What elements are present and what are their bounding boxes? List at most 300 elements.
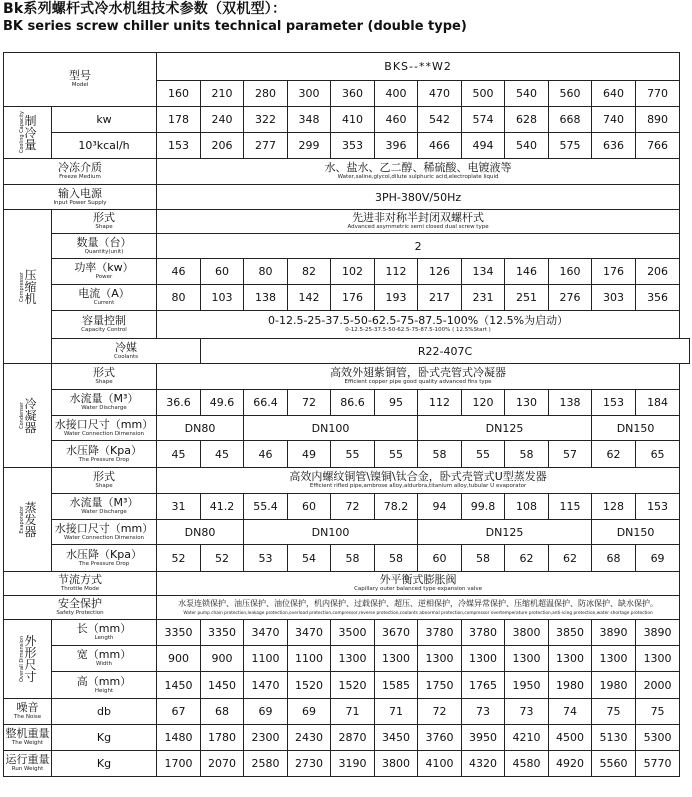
run-weight-cell: 5560: [592, 751, 636, 777]
length-cell: 3670: [375, 620, 418, 646]
cooling-kcal-cell: 353: [331, 133, 375, 159]
width-cell: 1300: [331, 646, 375, 672]
condenser-drop-cell: 57: [549, 441, 592, 468]
table-row: [4, 468, 690, 494]
table-row: [4, 751, 690, 777]
height-cell: 1520: [288, 672, 331, 699]
compressor-current-cell: 80: [157, 285, 201, 311]
condenser-conn-dn80: DN80: [157, 416, 244, 441]
compressor-power-cell: 112: [375, 259, 418, 285]
evaporator-drop-cell: 52: [157, 545, 201, 572]
noise-unit: db: [52, 699, 157, 725]
cooling-group: [4, 107, 52, 159]
height-label-zh: 高（mm）: [76, 674, 132, 688]
weight-label-en: The Weight: [11, 740, 44, 746]
width-cell: 1300: [549, 646, 592, 672]
cooling-kw-cell: 240: [201, 107, 244, 133]
weight-cell: 5300: [636, 725, 680, 751]
compressor-power-cell: 126: [418, 259, 462, 285]
run-weight-cell: 4580: [505, 751, 549, 777]
cooling-kcal-cell: 636: [592, 133, 636, 159]
evaporator-drop-cell: 62: [549, 545, 592, 572]
condenser-shape-label-en: Shape: [95, 379, 113, 385]
condenser-conn-dn125: DN125: [418, 416, 592, 441]
cooling-kw-cell: 322: [244, 107, 288, 133]
run-weight-cell: 3800: [375, 751, 418, 777]
length-cell: 3800: [505, 620, 549, 646]
cooling-kw-cell: 542: [418, 107, 462, 133]
cooling-kw-cell: 460: [375, 107, 418, 133]
power-supply-label-zh: 输入电源: [58, 186, 102, 200]
evaporator-flow-cell: 60: [288, 494, 331, 520]
condenser-conn-label-en: Water Connection Dimension: [63, 430, 145, 437]
run-weight-cell: 5770: [636, 751, 680, 777]
freeze-label-en: Freeze Medium: [59, 174, 101, 180]
height-cell: 1980: [592, 672, 636, 699]
height-cell: 2000: [636, 672, 680, 699]
table-row: [4, 234, 690, 259]
evaporator-flow-cell: 41.2: [201, 494, 244, 520]
table-row: [4, 185, 690, 210]
evaporator-drop-cell: 69: [636, 545, 680, 572]
weight-label: [4, 725, 52, 751]
power-supply-label-en: Input Power Supply: [53, 199, 107, 206]
evaporator-group-zh: 蒸发器: [24, 500, 37, 539]
condenser-drop-cell: 58: [418, 441, 462, 468]
coolant-value: R22-407C: [201, 339, 690, 364]
table-row: [4, 107, 690, 133]
weight-cell: 1480: [157, 725, 201, 751]
model-cell: 210: [201, 81, 244, 107]
cooling-kw-cell: 574: [462, 107, 505, 133]
weight-cell: 2870: [331, 725, 375, 751]
run-weight-cell: 2730: [288, 751, 331, 777]
capacity-value: [157, 311, 680, 339]
table-row: [4, 159, 690, 185]
condenser-flow-label-en: Water Discharge: [81, 405, 127, 411]
compressor-current-cell: 231: [462, 285, 505, 311]
condenser-conn-dn150: DN150: [592, 416, 680, 441]
compressor-power-cell: 60: [201, 259, 244, 285]
condenser-drop-cell: 55: [462, 441, 505, 468]
title-english: BK series screw chiller units technical parameter (double type): [3, 19, 467, 34]
run-weight-cell: 4100: [418, 751, 462, 777]
compressor-current-cell: 356: [636, 285, 680, 311]
power-supply-value: 3PH-380V/50Hz: [157, 185, 680, 210]
safety-value: [157, 596, 680, 620]
height-cell: 1585: [375, 672, 418, 699]
model-cell: 470: [418, 81, 462, 107]
model-cell: 500: [462, 81, 505, 107]
condenser-drop-cell: 46: [244, 441, 288, 468]
model-label-zh: 型号: [69, 69, 91, 82]
run-weight-label-zh: 运行重量: [5, 753, 50, 766]
compressor-current-cell: 138: [244, 285, 288, 311]
noise-cell: 75: [636, 699, 680, 725]
length-cell: 3890: [592, 620, 636, 646]
cooling-kcal-cell: 494: [462, 133, 505, 159]
height-cell: 1950: [505, 672, 549, 699]
noise-cell: 74: [549, 699, 592, 725]
run-weight-label: [4, 751, 52, 777]
table-row: [4, 672, 690, 699]
coolant-label-en: Coolants: [114, 353, 138, 360]
condenser-flow-cell: 153: [592, 390, 636, 416]
freeze-label-zh: 冷冻介质: [58, 161, 102, 174]
cooling-kw-cell: 890: [636, 107, 680, 133]
freeze-value-zh: 水、盐水、乙二醇、稀硫酸、电镀液等: [324, 161, 512, 174]
length-label: [52, 620, 157, 646]
evaporator-flow-cell: 78.2: [375, 494, 418, 520]
cooling-kcal-cell: 396: [375, 133, 418, 159]
freeze-value: [157, 159, 680, 185]
condenser-drop-label: [52, 441, 157, 468]
dimension-group-en: Overall Dimension: [18, 635, 25, 683]
length-cell: 3470: [244, 620, 288, 646]
condenser-drop-cell: 58: [505, 441, 549, 468]
table-row: [4, 364, 690, 390]
weight-cell: 2300: [244, 725, 288, 751]
coolant-label-zh: 冷媒: [115, 340, 137, 354]
condenser-drop-cell: 49: [288, 441, 331, 468]
compressor-current-label: [52, 285, 157, 311]
evaporator-drop-label-zh: 水压降（Kpa）: [66, 547, 142, 561]
condenser-flow-cell: 138: [549, 390, 592, 416]
cooling-kcal-cell: 766: [636, 133, 680, 159]
height-label: [52, 672, 157, 699]
evaporator-flow-cell: 108: [505, 494, 549, 520]
throttle-label-en: Throttle Mode: [60, 586, 100, 592]
condenser-drop-label-zh: 水压降（Kpa）: [66, 443, 142, 457]
condenser-conn-label: [52, 416, 157, 441]
condenser-drop-cell: 45: [157, 441, 201, 468]
width-label-en: Width: [96, 661, 112, 667]
condenser-conn-label-zh: 水接口尺寸（mm）: [54, 417, 154, 431]
condenser-flow-cell: 95: [375, 390, 418, 416]
table-row: [4, 494, 690, 520]
capacity-value-zh: 0-12.5-25-37.5-50-62.5-75-87.5-100%（12.5%为启动）: [268, 314, 569, 327]
compressor-shape-label-en: Shape: [95, 224, 113, 230]
evaporator-drop-label: [52, 545, 157, 572]
noise-label-en: The Noise: [13, 714, 42, 720]
compressor-shape-value-zh: 先进非对称半封闭双螺杆式: [352, 211, 485, 224]
model-cell: 640: [592, 81, 636, 107]
compressor-current-cell: 193: [375, 285, 418, 311]
evaporator-drop-cell: 68: [592, 545, 636, 572]
weight-cell: 3950: [462, 725, 505, 751]
model-cell: 770: [636, 81, 680, 107]
width-label: [52, 646, 157, 672]
weight-cell: 2430: [288, 725, 331, 751]
length-cell: 3350: [157, 620, 201, 646]
noise-cell: 69: [288, 699, 331, 725]
cooling-kcal-cell: 153: [157, 133, 201, 159]
weight-label-zh: 整机重量: [5, 727, 50, 740]
evaporator-flow-cell: 153: [636, 494, 680, 520]
model-cell: 360: [331, 81, 375, 107]
capacity-label: [52, 311, 157, 339]
model-name: BKS--**W2: [157, 53, 680, 81]
evaporator-shape-value-zh: 高效内螺纹铜管\镍铜\钛合金，卧式壳管式U型蒸发器: [289, 470, 547, 483]
cooling-kw-cell: 178: [157, 107, 201, 133]
cooling-kcal-cell: 466: [418, 133, 462, 159]
condenser-flow-cell: 66.4: [244, 390, 288, 416]
evaporator-flow-cell: 72: [331, 494, 375, 520]
evaporator-shape-label: [52, 468, 157, 494]
table-row: [4, 620, 690, 646]
condenser-drop-cell: 55: [375, 441, 418, 468]
height-cell: 1450: [201, 672, 244, 699]
condenser-flow-cell: 36.6: [157, 390, 201, 416]
condenser-flow-label-zh: 水流量（M³）: [69, 392, 139, 405]
cooling-kw-cell: 628: [505, 107, 549, 133]
noise-cell: 73: [462, 699, 505, 725]
spec-table: [3, 52, 690, 777]
evaporator-flow-cell: 94: [418, 494, 462, 520]
condenser-flow-cell: 86.6: [331, 390, 375, 416]
evaporator-conn-label-zh: 水接口尺寸（mm）: [54, 521, 154, 535]
model-label-en: Model: [71, 82, 89, 88]
width-cell: 1300: [462, 646, 505, 672]
cooling-kw-cell: 410: [331, 107, 375, 133]
table-row: [4, 133, 690, 159]
noise-cell: 67: [157, 699, 201, 725]
evaporator-flow-label-zh: 水流量（M³）: [69, 496, 139, 509]
capacity-label-en: Capacity Control: [81, 327, 127, 333]
condenser-flow-cell: 130: [505, 390, 549, 416]
length-cell: 3850: [549, 620, 592, 646]
compressor-shape-value: [157, 210, 680, 234]
table-row: [4, 390, 690, 416]
cooling-kw-cell: 740: [592, 107, 636, 133]
width-cell: 1300: [375, 646, 418, 672]
length-cell: 3780: [418, 620, 462, 646]
length-label-en: Length: [94, 635, 114, 641]
compressor-group: [4, 210, 52, 364]
evaporator-shape-label-en: Shape: [95, 483, 113, 489]
evaporator-shape-value-en: Efficient rifled pipe,ambrose alloy,aldurbra,titanium alloy,tubular U evaporator: [309, 483, 527, 489]
model-cell: 160: [157, 81, 201, 107]
condenser-shape-label-zh: 形式: [93, 366, 115, 379]
coolant-label: [52, 339, 201, 364]
noise-label: [4, 699, 52, 725]
evaporator-conn-dn150: DN150: [592, 520, 680, 545]
length-cell: 3470: [288, 620, 331, 646]
safety-label-en: Safety Protection: [56, 610, 104, 616]
compressor-power-cell: 146: [505, 259, 549, 285]
table-row: [4, 725, 690, 751]
throttle-value-en: Capillary outer balanced type expansion valve: [354, 586, 483, 592]
length-cell: 3500: [331, 620, 375, 646]
noise-cell: 72: [418, 699, 462, 725]
compressor-power-label-en: Power: [95, 274, 113, 280]
table-row: [4, 545, 690, 572]
cooling-kcal-cell: 575: [549, 133, 592, 159]
condenser-drop-cell: 62: [592, 441, 636, 468]
weight-cell: 3450: [375, 725, 418, 751]
model-cell: 560: [549, 81, 592, 107]
evaporator-drop-cell: 54: [288, 545, 331, 572]
compressor-qty-value: 2: [157, 234, 680, 259]
condenser-shape-value: [157, 364, 680, 390]
width-cell: 900: [157, 646, 201, 672]
cooling-kw-cell: 348: [288, 107, 331, 133]
dimension-group: [4, 620, 52, 699]
table-row: [4, 520, 690, 545]
table-row: [4, 53, 690, 81]
compressor-current-cell: 251: [505, 285, 549, 311]
noise-cell: 73: [505, 699, 549, 725]
weight-cell: 3760: [418, 725, 462, 751]
compressor-qty-label-zh: 数量（台）: [76, 235, 132, 249]
evaporator-drop-cell: 58: [462, 545, 505, 572]
table-row: [4, 311, 690, 339]
condenser-flow-cell: 49.6: [201, 390, 244, 416]
table-row: [4, 441, 690, 468]
width-cell: 1300: [636, 646, 680, 672]
cooling-kcal-cell: 540: [505, 133, 549, 159]
compressor-power-cell: 134: [462, 259, 505, 285]
freeze-label: [4, 159, 157, 185]
run-weight-cell: 2580: [244, 751, 288, 777]
evaporator-conn-dn100: DN100: [244, 520, 418, 545]
height-cell: 1450: [157, 672, 201, 699]
cooling-kcal-cell: 277: [244, 133, 288, 159]
noise-cell: 71: [331, 699, 375, 725]
condenser-group-en: Condenser: [18, 402, 25, 429]
evaporator-flow-cell: 115: [549, 494, 592, 520]
evaporator-conn-label-en: Water Connection Dimension: [63, 534, 145, 541]
condenser-flow-label: [52, 390, 157, 416]
condenser-group-zh: 冷凝器: [24, 396, 37, 435]
height-cell: 1750: [418, 672, 462, 699]
safety-label-zh: 安全保护: [58, 597, 102, 610]
model-cell: 300: [288, 81, 331, 107]
cooling-kw-cell: 668: [549, 107, 592, 133]
noise-label-zh: 噪音: [16, 701, 39, 714]
evaporator-flow-cell: 31: [157, 494, 201, 520]
evaporator-conn-dn80: DN80: [157, 520, 244, 545]
cooling-kcal-cell: 206: [201, 133, 244, 159]
compressor-qty-label: [52, 234, 157, 259]
length-cell: 3890: [636, 620, 680, 646]
evaporator-drop-cell: 60: [418, 545, 462, 572]
weight-unit: Kg: [52, 725, 157, 751]
evaporator-conn-label: [52, 520, 157, 545]
evaporator-drop-cell: 62: [505, 545, 549, 572]
compressor-current-label-zh: 电流（A）: [78, 287, 130, 300]
height-cell: 1980: [549, 672, 592, 699]
width-label-zh: 宽（mm）: [76, 648, 132, 661]
kw-unit: kw: [52, 107, 157, 133]
compressor-current-cell: 142: [288, 285, 331, 311]
condenser-drop-cell: 45: [201, 441, 244, 468]
compressor-current-cell: 276: [549, 285, 592, 311]
condenser-group: [4, 364, 52, 468]
model-cell: 540: [505, 81, 549, 107]
height-label-en: Height: [94, 687, 114, 694]
compressor-current-cell: 176: [331, 285, 375, 311]
compressor-power-cell: 46: [157, 259, 201, 285]
table-row: [4, 285, 690, 311]
throttle-value-zh: 外平衡式膨胀阀: [379, 573, 457, 586]
safety-value-zh: 水泵连锁保护、油压保护、油位保护，机内保护、过载保护、超压、逆相保护，冷媒异常保护、压缩机超温保护、防冰保护、缺水保护。: [178, 599, 659, 608]
table-row: [4, 596, 690, 620]
table-row: [4, 210, 690, 234]
evaporator-flow-label-en: Water Discharge: [81, 509, 127, 515]
height-cell: 1520: [331, 672, 375, 699]
table-row: [4, 572, 690, 596]
condenser-flow-cell: 112: [418, 390, 462, 416]
compressor-current-label-en: Current: [93, 300, 115, 306]
condenser-shape-label: [52, 364, 157, 390]
run-weight-cell: 2070: [201, 751, 244, 777]
throttle-label: [4, 572, 157, 596]
width-cell: 1300: [505, 646, 549, 672]
power-supply-label: [4, 185, 157, 210]
width-cell: 1100: [288, 646, 331, 672]
cooling-group-zh: 制冷量: [24, 113, 37, 152]
compressor-power-cell: 160: [549, 259, 592, 285]
evaporator-flow-cell: 99.8: [462, 494, 505, 520]
run-weight-unit: Kg: [52, 751, 157, 777]
throttle-value: [157, 572, 680, 596]
noise-cell: 75: [592, 699, 636, 725]
model-cell: 400: [375, 81, 418, 107]
condenser-drop-cell: 65: [636, 441, 680, 468]
evaporator-group-en: Evaporator: [18, 505, 25, 534]
throttle-label-zh: 节流方式: [58, 573, 102, 586]
cooling-group-en: Cooling Capacity: [18, 111, 25, 154]
length-label-zh: 长（mm）: [76, 622, 132, 635]
compressor-power-label: [52, 259, 157, 285]
width-cell: 1300: [418, 646, 462, 672]
compressor-group-zh: 压缩机: [24, 267, 37, 306]
compressor-current-cell: 103: [201, 285, 244, 311]
evaporator-drop-cell: 58: [375, 545, 418, 572]
compressor-power-cell: 80: [244, 259, 288, 285]
width-cell: 1100: [244, 646, 288, 672]
compressor-shape-label: [52, 210, 157, 234]
evaporator-shape-label-zh: 形式: [93, 470, 115, 483]
noise-cell: 71: [375, 699, 418, 725]
length-cell: 3780: [462, 620, 505, 646]
compressor-current-cell: 303: [592, 285, 636, 311]
capacity-label-zh: 容量控制: [82, 314, 126, 327]
compressor-power-cell: 102: [331, 259, 375, 285]
freeze-value-en: Water,saline,glycol,dilute sulphuric acid,electroplate liquid: [337, 174, 499, 180]
compressor-group-en: Compressor: [18, 271, 25, 302]
height-cell: 1765: [462, 672, 505, 699]
weight-cell: 1780: [201, 725, 244, 751]
safety-label: [4, 596, 157, 620]
model-label: [4, 53, 157, 107]
compressor-qty-label-en: Quantity(unit): [84, 248, 124, 255]
evaporator-drop-cell: 58: [331, 545, 375, 572]
evaporator-flow-cell: 55.4: [244, 494, 288, 520]
height-cell: 1470: [244, 672, 288, 699]
condenser-flow-cell: 184: [636, 390, 680, 416]
evaporator-drop-label-en: The Pressure Drop: [78, 560, 130, 567]
width-cell: 900: [201, 646, 244, 672]
condenser-flow-cell: 120: [462, 390, 505, 416]
evaporator-conn-dn125: DN125: [418, 520, 592, 545]
table-row: [4, 416, 690, 441]
table-row: [4, 259, 690, 285]
kcal-unit: 10³kcal/h: [52, 133, 157, 159]
run-weight-cell: 1700: [157, 751, 201, 777]
weight-cell: 5130: [592, 725, 636, 751]
